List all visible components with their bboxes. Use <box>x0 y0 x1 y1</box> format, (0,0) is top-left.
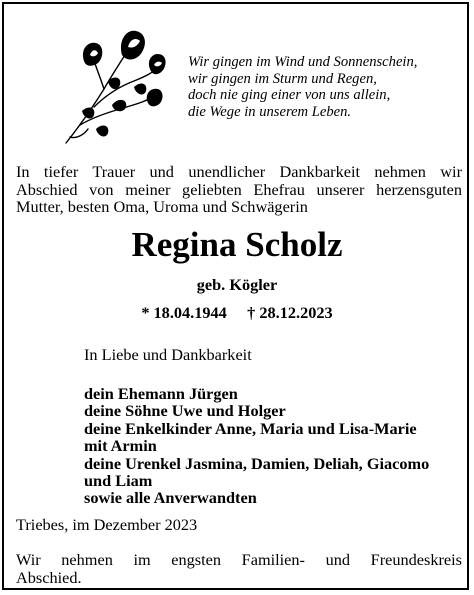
mourner-line: mit Armin <box>84 436 157 456</box>
life-dates <box>0 303 474 323</box>
mourners-list <box>84 385 449 507</box>
intro-line: In tiefer Trauer und unendlicher Dankbarkeit nehmen wir <box>16 162 462 181</box>
rose-illustration <box>60 25 168 147</box>
mourner-line: deine Enkelkinder Anne, Maria und Lisa-Marie <box>84 418 417 438</box>
intro-line: Mutter, besten Oma, Uroma und Schwägerin <box>16 197 308 217</box>
deceased-name: Regina Scholz <box>131 225 343 264</box>
poem-line: Wir gingen im Wind und Sonnenschein, <box>188 54 418 70</box>
poem <box>188 54 417 120</box>
death-date: † 28.12.2023 <box>247 303 333 322</box>
love-line: In Liebe und Dankbarkeit <box>84 345 252 364</box>
birth-name: geb. Kögler <box>196 275 278 294</box>
poem-line: die Wege in unserem Leben. <box>188 103 352 120</box>
mourner-line: sowie alle Anverwandten <box>84 488 257 508</box>
farewell-text <box>16 551 462 586</box>
farewell-line: Abschied. <box>16 567 82 587</box>
mourner-line: dein Ehemann Jürgen <box>84 384 238 403</box>
farewell-line: Wir nehmen im engsten Familien- und Freundeskreis <box>16 550 462 569</box>
place-date: Triebes, im Dezember 2023 <box>16 515 198 534</box>
poem-line: wir gingen im Sturm und Regen, <box>188 70 377 87</box>
mourner-line: deine Urenkel Jasmina, Damien, Deliah, Giacomo <box>84 453 430 473</box>
intro-line: Abschied von meiner geliebten Ehefrau unserer herzensguten <box>16 179 462 199</box>
poem-line: doch nie ging einer von uns allein, <box>188 87 391 103</box>
intro-text <box>16 163 462 216</box>
mourner-line: und Liam <box>84 471 153 491</box>
mourner-line: deine Söhne Uwe und Holger <box>84 401 286 421</box>
birth-date: * 18.04.1944 <box>141 303 227 322</box>
